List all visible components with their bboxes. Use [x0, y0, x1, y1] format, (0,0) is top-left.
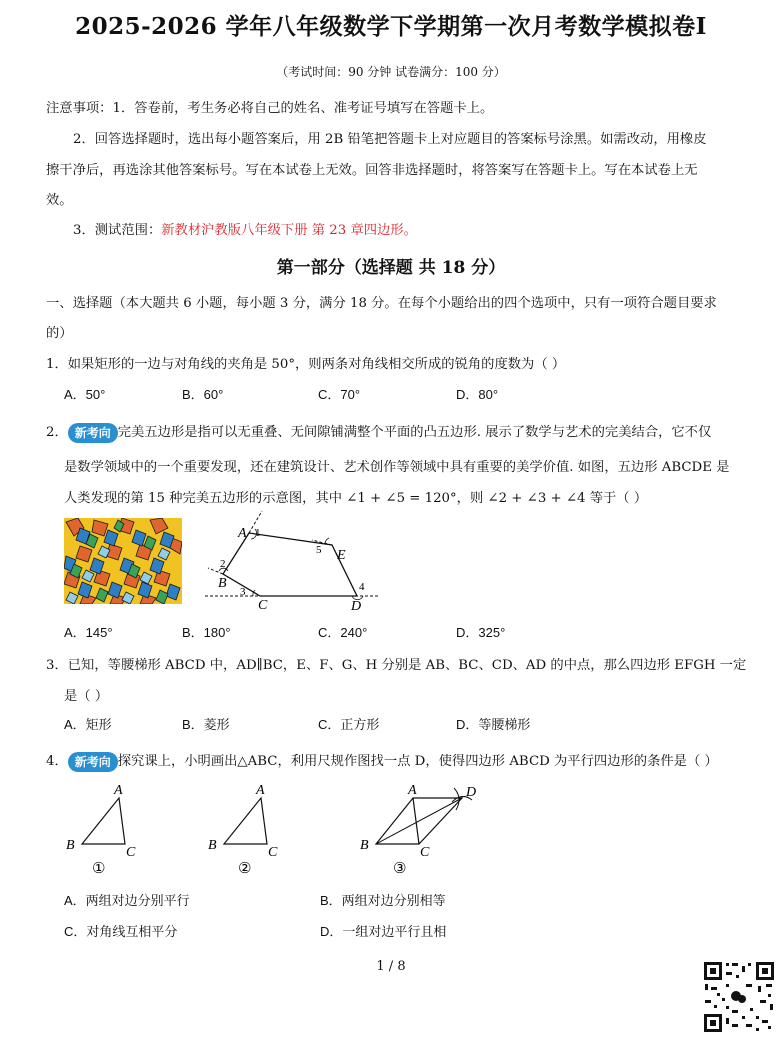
fig3-c-label: C — [420, 845, 430, 860]
q3-option-d: D．等腰梯形 — [456, 717, 531, 732]
angle-1-label: 1 — [255, 527, 261, 539]
qr-code[interactable] — [702, 960, 776, 1034]
fig3-a-label: A — [408, 783, 417, 798]
fig2-circle-label: ② — [238, 859, 252, 877]
fig3-b-label: B — [360, 838, 369, 853]
q2-option-b: B．180° — [182, 625, 231, 640]
fig1-b-label: B — [66, 838, 75, 853]
fig2-a-label: A — [256, 783, 265, 798]
question-3-line-1: 3．已知，等腰梯形 ABCD 中，AD∥BC，E、F、G、H 分别是 AB、BC、CD、AD 的中点，那么四边形 EFGH 一定 — [46, 658, 747, 673]
triangle-abc-2 — [224, 798, 267, 844]
fig2-b-label: B — [208, 838, 217, 853]
vertex-a-label: A — [238, 526, 247, 541]
page-title: 2025-2026 学年八年级数学下学期第一次月考数学模拟卷Ⅰ — [75, 13, 707, 40]
q4-option-a: A．两组对边分别平行 — [64, 893, 190, 908]
note-1: 注意事项：1．答卷前，考生务必将自己的姓名、准考证号填写在答题卡上。 — [46, 101, 494, 116]
q1-option-b: B．60° — [182, 387, 224, 402]
fig2-c-label: C — [268, 845, 278, 860]
section-instruction: 一、选择题（本大题共 6 小题，每小题 3 分，满分 18 分。在每个小题给出的四个选项中，只有一项符合题目要求 — [46, 296, 717, 311]
note-3 — [73, 219, 417, 238]
section-instruction-cont: 的） — [46, 326, 73, 341]
note-2-line-2: 擦干净后，再选涂其他答案标号。写在本试卷上无效。回答非选择题时，将答案写在答题卡上。写在本试卷上无 — [46, 163, 698, 178]
q3-option-c: C．正方形 — [318, 717, 380, 732]
new-direction-badge: 新考向 — [68, 423, 118, 443]
q2-option-d: D．325° — [456, 625, 506, 640]
vertex-d-label: D — [351, 599, 362, 612]
q3-option-a: A．矩形 — [64, 717, 112, 732]
q4-number: 4． — [46, 754, 68, 769]
q4-option-c: C．对角线互相平分 — [64, 924, 178, 939]
pentagon-tiling-image — [64, 518, 182, 604]
question-2-line-1 — [46, 421, 711, 443]
angle-2-label: 2 — [220, 558, 226, 570]
question-2-line-3: 人类发现的第 15 种完美五边形的示意图，其中 ∠1 + ∠5 = 120°，则 ∠2 + ∠3 + ∠4 等于（ ） — [64, 491, 648, 506]
question-4-line-1 — [46, 750, 718, 772]
fig3-d-label: D — [466, 785, 477, 800]
angle-4-label: 4 — [359, 581, 365, 593]
vertex-e-label: E — [337, 548, 346, 563]
section-title: 第一部分（选择题 共 18 分） — [276, 258, 506, 278]
page-number: 1 / 8 — [376, 959, 406, 974]
q4-option-d: D．一组对边平行且相 — [320, 924, 447, 939]
q2-text: 完美五边形是指可以无重叠、无间隙铺满整个平面的凸五边形. 展示了数学与艺术的完美结合，它不仅 — [117, 425, 712, 440]
question-3-line-2: 是（ ） — [64, 689, 109, 704]
vertex-b-label: B — [218, 576, 227, 591]
fig3-circle-label: ③ — [393, 859, 407, 877]
question-2-line-2: 是数学领域中的一个重要发现，还在建筑设计、艺术创作等领域中具有重要的美学价值. 如图，五边形 ABCDE 是 — [64, 460, 730, 475]
note-2-line-1: 2．回答选择题时，选出每小题答案后，用 2B 铅笔把答题卡上对应题目的答案标号涂黑。如需改动，用橡皮 — [73, 132, 707, 147]
compass-construction-figures — [60, 778, 480, 880]
q2-number: 2． — [46, 425, 68, 440]
exam-info: （考试时间：90 分钟 试卷满分：100 分） — [276, 65, 506, 79]
note-2-line-3: 效。 — [46, 193, 73, 208]
fig1-a-label: A — [114, 783, 123, 798]
q2-option-c: C．240° — [318, 625, 368, 640]
q2-option-a: A．145° — [64, 625, 113, 640]
fig1-c-label: C — [126, 845, 136, 860]
q1-option-a: A．50° — [64, 387, 106, 402]
vertex-c-label: C — [258, 598, 268, 612]
test-scope: 新教材沪教版八年级下册 第 23 章四边形。 — [161, 223, 417, 238]
q4-option-b: B．两组对边分别相等 — [320, 893, 446, 908]
fig1-circle-label: ① — [92, 859, 106, 877]
angle-3-label: 3 — [240, 586, 246, 598]
diagonal-bd — [376, 798, 462, 844]
pentagon-figure — [200, 508, 390, 612]
note-3-prefix: 3．测试范围： — [73, 223, 162, 238]
new-direction-badge-2: 新考向 — [68, 752, 118, 772]
q1-option-c: C．70° — [318, 387, 361, 402]
q1-option-d: D．80° — [456, 387, 499, 402]
angle-5-label: 5 — [316, 544, 322, 556]
q3-option-b: B．菱形 — [182, 717, 230, 732]
triangle-abc-1 — [82, 798, 125, 844]
question-1: 1．如果矩形的一边与对角线的夹角是 50°，则两条对角线相交所成的锐角的度数为（ ） — [46, 357, 566, 372]
q4-text: 探究课上，小明画出△ABC，利用尺规作图找一点 D，使得四边形 ABCD 为平行四边形的条件是（ ） — [117, 754, 718, 769]
